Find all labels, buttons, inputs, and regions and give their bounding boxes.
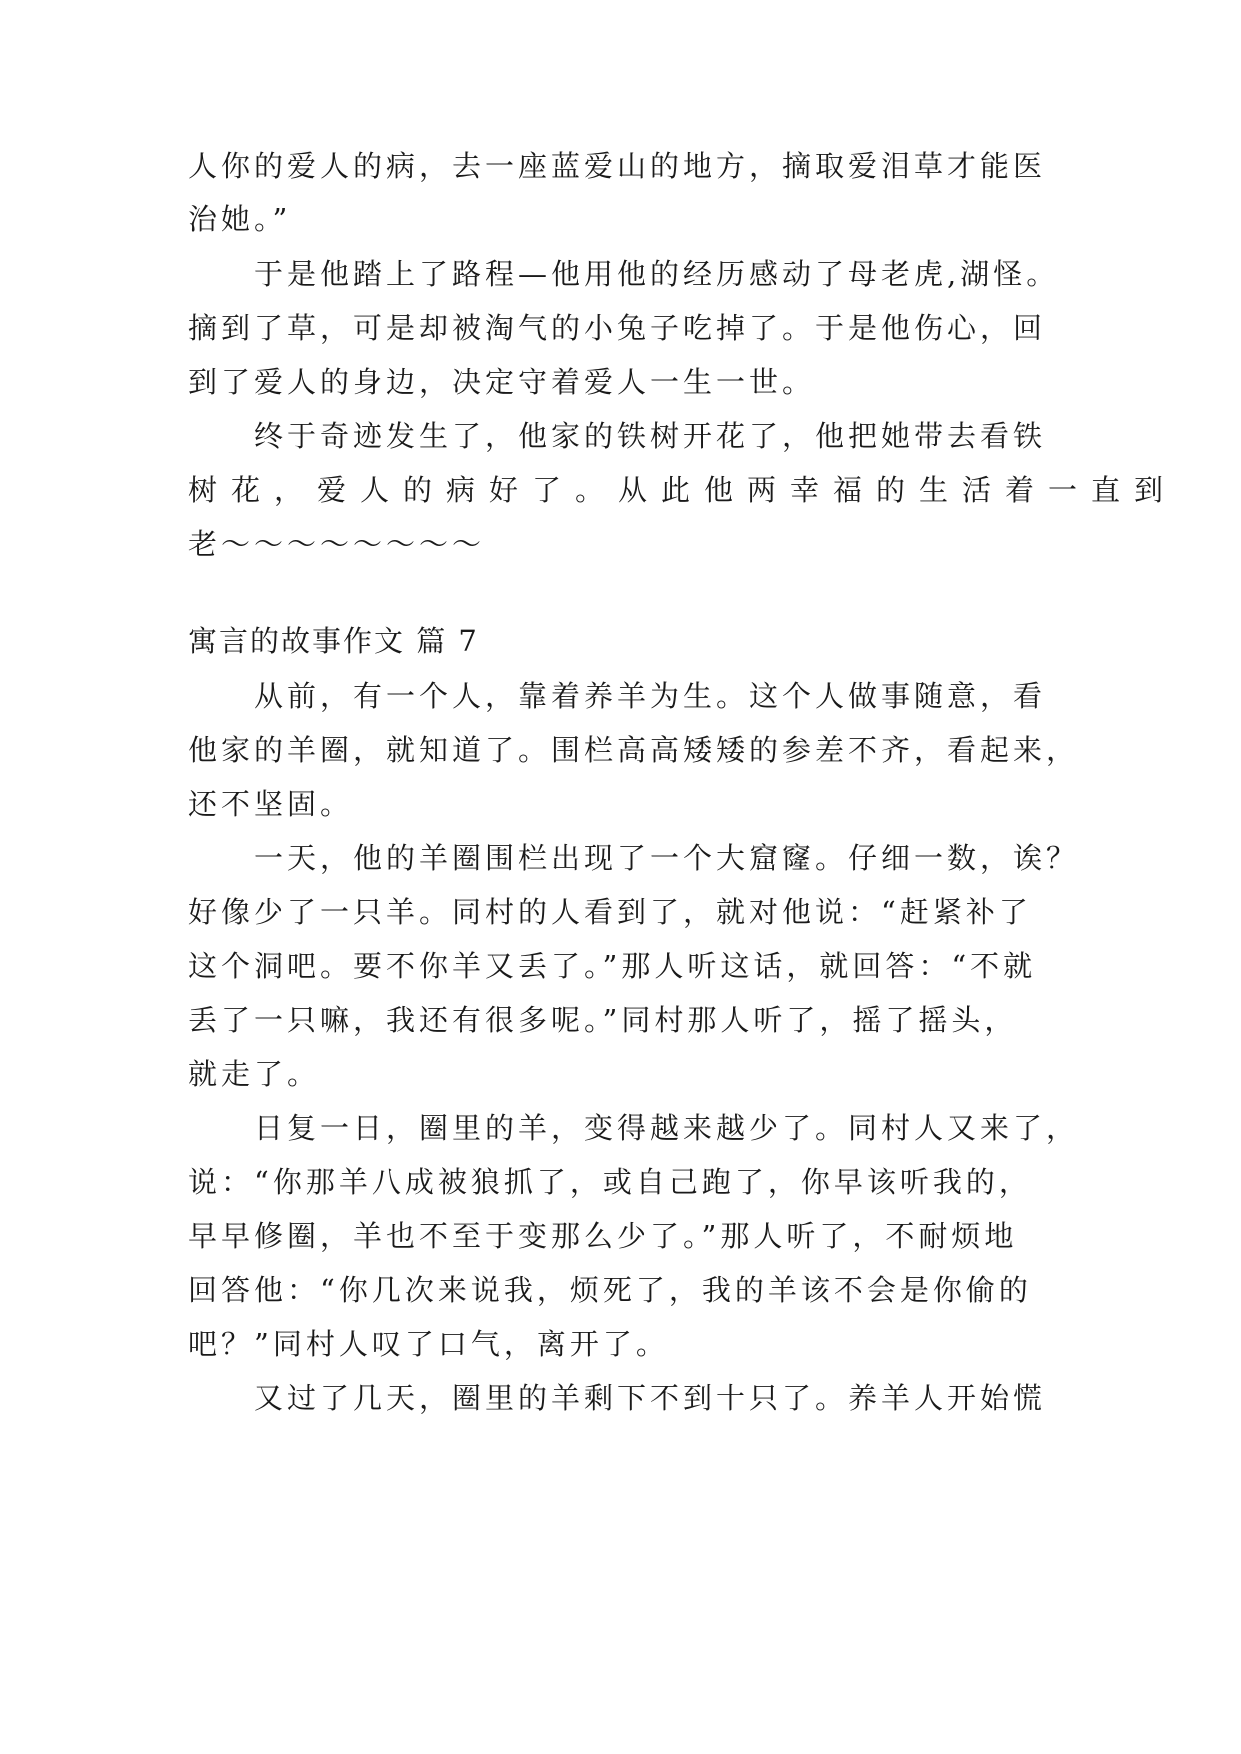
text-line: 摘到了草，可是却被淘气的小兔子吃掉了。于是他伤心，回	[188, 311, 1047, 345]
text-line: 说：“你那羊八成被狼抓了，或自己跑了，你早该听我的，	[188, 1165, 1032, 1199]
text-line: 这个洞吧。要不你羊又丢了。”那人听这话，就回答：“不就	[188, 949, 1037, 983]
text-line-indented: 终于奇迹发生了，他家的铁树开花了，他把她带去看铁	[254, 419, 1047, 453]
text-line-indented: 一天，他的羊圈围栏出现了一个大窟窿。仔细一数，诶？	[254, 841, 1080, 875]
text-line: 早早修圈，羊也不至于变那么少了。”那人听了，不耐烦地	[188, 1219, 1018, 1253]
text-line: 树花，爱人的病好了。从此他两幸福的生活着一直到	[188, 473, 1178, 507]
text-line: 到了爱人的身边，决定守着爱人一生一世。	[188, 365, 816, 399]
text-line: 还不坚固。	[188, 787, 354, 821]
text-line: 就走了。	[188, 1057, 321, 1091]
text-line: 吧？”同村人叹了口气，离开了。	[188, 1327, 669, 1361]
text-line-indented: 日复一日，圈里的羊，变得越来越少了。同村人又来了，	[254, 1111, 1080, 1145]
text-line: 他家的羊圈，就知道了。围栏高高矮矮的参差不齐，看起来，	[188, 733, 1080, 767]
text-line-indented: 于是他踏上了路程—他用他的经历感动了母老虎,湖怪。	[254, 257, 1060, 291]
text-line: 丢了一只嘛，我还有很多呢。”同村那人听了，摇了摇头，	[188, 1003, 1018, 1037]
text-line-indented: 从前，有一个人，靠着养羊为生。这个人做事随意，看	[254, 679, 1047, 713]
text-line: 人你的爱人的病，去一座蓝爱山的地方，摘取爱泪草才能医	[188, 149, 1047, 183]
text-line: 好像少了一只羊。同村的人看到了，就对他说：“赶紧补了	[188, 895, 1032, 929]
text-line: 治她。”	[188, 202, 292, 236]
text-line: 老～～～～～～～～	[188, 527, 486, 561]
section-heading: 寓言的故事作文 篇 7	[188, 624, 479, 658]
text-line-indented: 又过了几天，圈里的羊剩下不到十只了。养羊人开始慌	[254, 1381, 1047, 1415]
text-line: 回答他：“你几次来说我，烦死了，我的羊该不会是你偷的	[188, 1273, 1032, 1307]
